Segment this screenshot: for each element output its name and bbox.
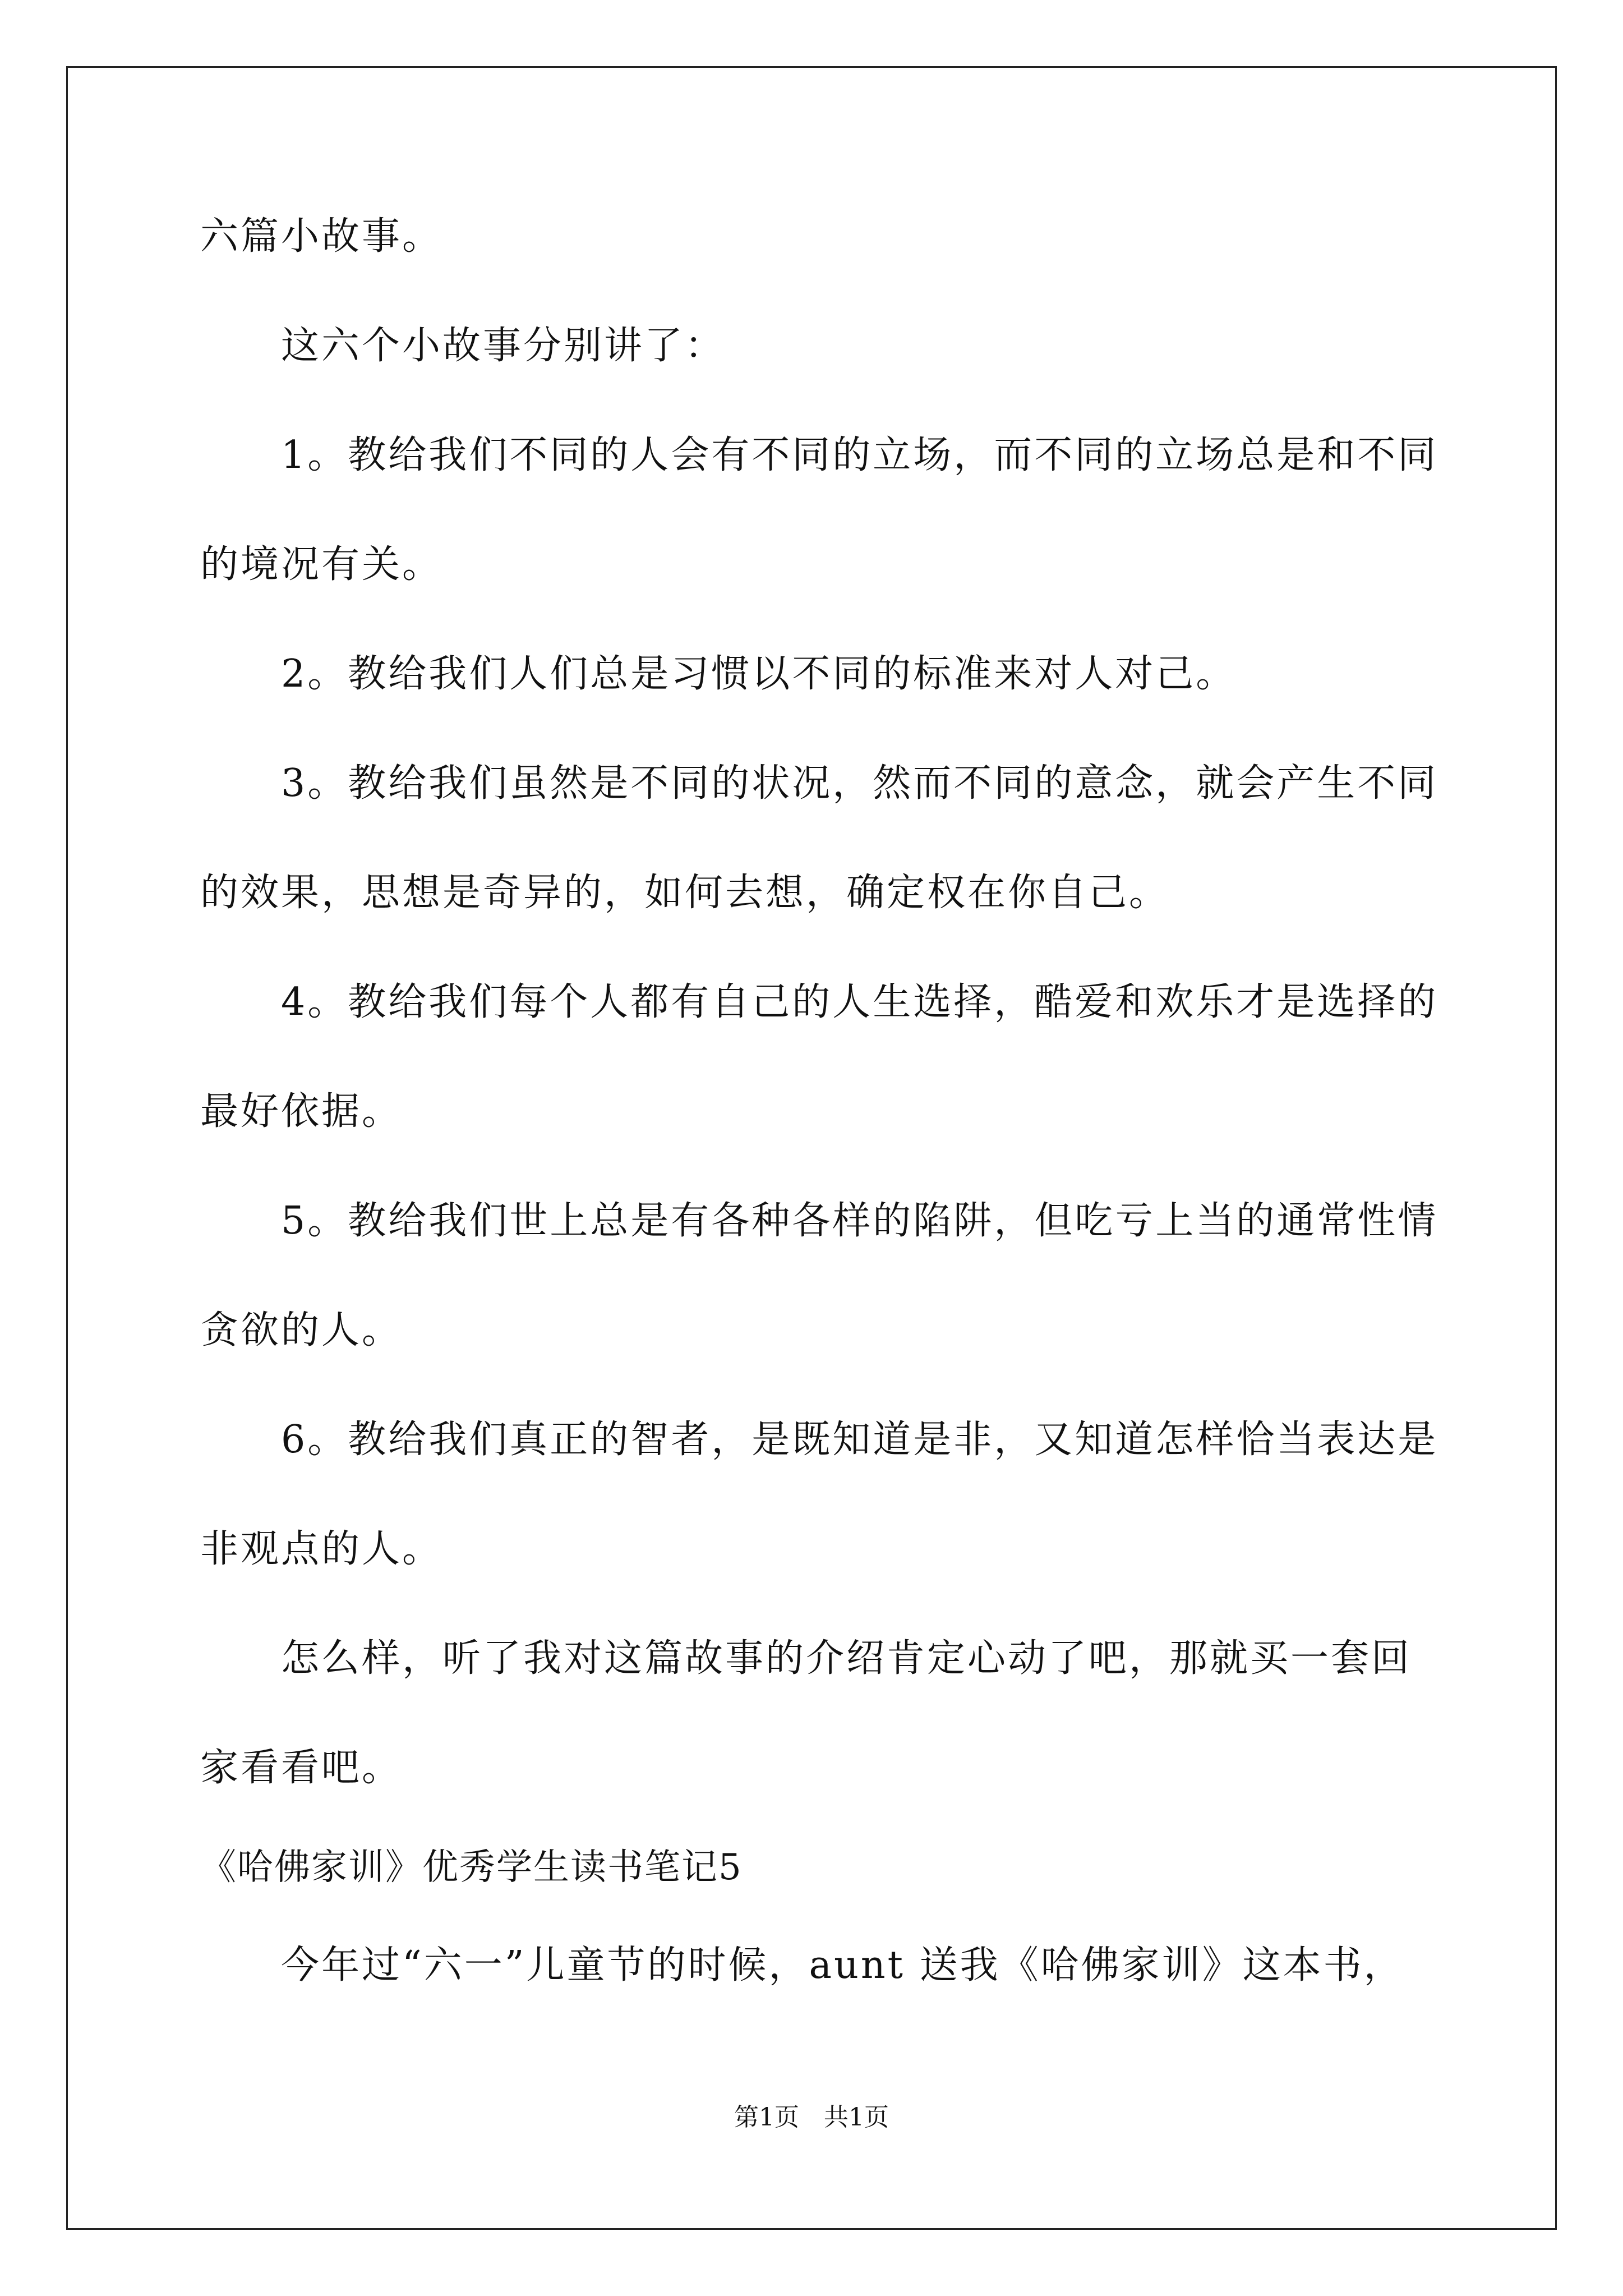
text-line-15: 家看看吧。 bbox=[200, 1746, 403, 1790]
text-line-5: 2。教给我们人们总是习惯以不同的标准来对人对己。 bbox=[200, 652, 1237, 696]
text-line-12: 6。教给我们真正的智者，是既知道是非，又知道怎样恰当表达是 bbox=[200, 1418, 1438, 1462]
text-line-4: 的境况有关。 bbox=[200, 542, 443, 587]
text-line-13: 非观点的人。 bbox=[200, 1527, 443, 1571]
text-line-9: 最好依据。 bbox=[200, 1089, 403, 1134]
text-line-7: 的效果，思想是奇异的，如何去想，确定权在你自己。 bbox=[200, 871, 1170, 915]
text-line-14: 怎么样，听了我对这篇故事的介绍肯定心动了吧，那就买一套回 bbox=[200, 1636, 1412, 1681]
text-line-10: 5。教给我们世上总是有各种各样的陷阱，但吃亏上当的通常性情 bbox=[200, 1199, 1438, 1243]
text-line-2: 这六个小故事分别讲了： bbox=[200, 324, 726, 368]
text-line-1: 六篇小故事。 bbox=[200, 214, 443, 259]
text-line-3: 1。教给我们不同的人会有不同的立场，而不同的立场总是和不同 bbox=[200, 433, 1438, 477]
text-line-17: 今年过“六一”儿童节的时候，aunt 送我《哈佛家训》这本书， bbox=[200, 1943, 1404, 1987]
text-line-6: 3。教给我们虽然是不同的状况，然而不同的意念，就会产生不同 bbox=[200, 761, 1438, 806]
page-number-footer: 第1页 共1页 bbox=[734, 2103, 889, 2132]
page-border bbox=[66, 66, 1557, 2230]
text-line-11: 贪欲的人。 bbox=[200, 1308, 403, 1352]
section-heading: 《哈佛家训》优秀学生读书笔记5 bbox=[200, 1847, 743, 1888]
text-line-8: 4。教给我们每个人都有自己的人生选择，酷爱和欢乐才是选择的 bbox=[200, 980, 1438, 1024]
